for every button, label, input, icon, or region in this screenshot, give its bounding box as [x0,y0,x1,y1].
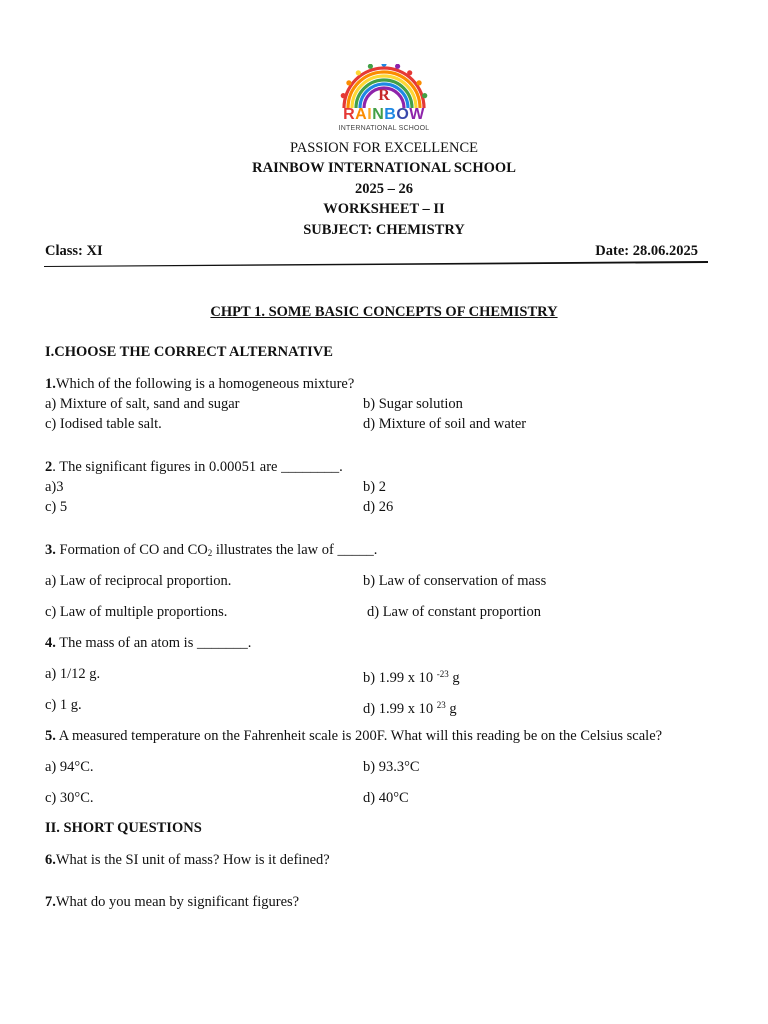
q-text: . The significant figures in 0.00051 are ________. [52,459,343,475]
option-a: a) 1/12 g. [45,666,101,682]
question-1 [45,374,725,434]
logo-figure [356,70,361,75]
q-text: Which of the following is a homogeneous mixture? [55,376,355,392]
q-stem [45,850,725,870]
q-number: 7. [45,894,56,910]
q-number: 1. [45,376,56,392]
option-b [363,664,460,688]
q-subscript: 2 [207,548,213,558]
option-d [363,695,457,719]
option-a: a)3 [45,479,64,495]
subject-title: SUBJECT: CHEMISTRY [303,222,465,238]
option-a: a) Law of reciprocal proportion. [45,573,232,589]
q-stem [45,892,725,912]
q-text: A measured temperature on the Fahrenheit scale is 200F. What will this reading be on the Celsius scale? [55,728,663,744]
header-divider [44,260,708,267]
options-row-2 [45,695,725,715]
option-b: b) Sugar solution [363,396,463,412]
logo-letter: O [396,106,410,123]
option-b: b) Law of conservation of mass [363,573,547,589]
options-row-1 [45,664,725,684]
logo-name [325,106,443,124]
q-number: 6. [45,852,56,868]
academic-year: 2025 – 26 [355,181,413,197]
question-3 [45,540,725,622]
q-text-end: illustrates the law of _____. [212,542,378,558]
logo-figure [407,70,412,75]
options-row-2 [45,414,725,434]
option-c: c) 5 [45,499,68,515]
logo-figure [346,80,351,85]
option-d: d) Law of constant proportion [367,604,541,620]
option-a: a) 94°C. [45,759,94,775]
q-number: 2 [45,459,53,475]
question-4 [45,633,725,715]
logo-letter: I [367,106,373,123]
class-label: Class: XI [45,243,103,259]
section-1-title: I.CHOOSE THE CORRECT ALTERNATIVE [45,344,333,360]
option-d-unit: g [445,701,457,717]
q-stem [45,374,725,394]
q-stem [45,540,725,560]
logo-letter: R [343,106,356,123]
option-d-base: d) 1.99 x 10 [363,701,437,717]
options-row-1 [45,757,725,777]
options-row-2 [45,497,725,517]
logo-figure [417,80,422,85]
school-name: RAINBOW INTERNATIONAL SCHOOL [252,160,516,176]
options-row-1 [45,571,725,591]
option-a: a) Mixture of salt, sand and sugar [45,396,240,412]
q-stem [45,633,725,653]
q-text: What is the SI unit of mass? How is it defined? [55,852,330,868]
option-c: c) Law of multiple proportions. [45,604,228,620]
question-5 [45,726,725,808]
option-c: c) Iodised table salt. [45,416,162,432]
q-text: Formation of CO and CO [55,542,208,558]
question-2 [45,457,725,517]
q-number: 5. [45,728,56,744]
option-b: b) 2 [363,479,386,495]
q-text: The mass of an atom is _______. [55,635,252,651]
q-number: 3. [45,542,56,558]
date-label: Date: 28.06.2025 [595,243,698,259]
school-motto: PASSION FOR EXCELLENCE [290,140,478,156]
option-c: c) 1 g. [45,697,82,713]
worksheet-title: WORKSHEET – II [323,201,445,217]
question-7 [45,892,725,912]
section-2-title: II. SHORT QUESTIONS [45,820,202,836]
logo-subtitle: INTERNATIONAL SCHOOL [338,125,430,132]
rainbow-logo-icon [325,64,443,110]
option-b-unit: g [448,670,460,686]
q-text: What do you mean by significant figures? [55,894,300,910]
chapter-title [0,303,768,321]
logo-letter: A [355,106,368,123]
school-logo [325,64,443,136]
option-b-base: b) 1.99 x 10 [363,670,437,686]
q-stem [45,457,725,477]
logo-letter: N [372,106,385,123]
q-number: 4. [45,635,56,651]
chapter-title-text: CHPT 1. SOME BASIC CONCEPTS OF CHEMISTRY [210,304,558,320]
logo-letter: W [409,106,425,123]
logo-initial: R [378,87,390,104]
q-stem [45,726,725,746]
option-b: b) 93.3°C [363,759,420,775]
question-6 [45,850,725,870]
option-b-exponent: -23 [436,669,449,679]
logo-figure [422,93,427,98]
logo-figure [341,93,346,98]
options-row-1 [45,394,725,414]
options-row-1 [45,477,725,497]
logo-letter: B [384,106,397,123]
options-row-2 [45,788,725,808]
option-d: d) 40°C [363,790,409,806]
option-d-exponent: 23 [436,700,446,710]
option-d: d) Mixture of soil and water [363,416,527,432]
option-d: d) 26 [363,499,394,515]
option-c: c) 30°C. [45,790,94,806]
options-row-2 [45,602,725,622]
logo-figure [381,64,386,67]
